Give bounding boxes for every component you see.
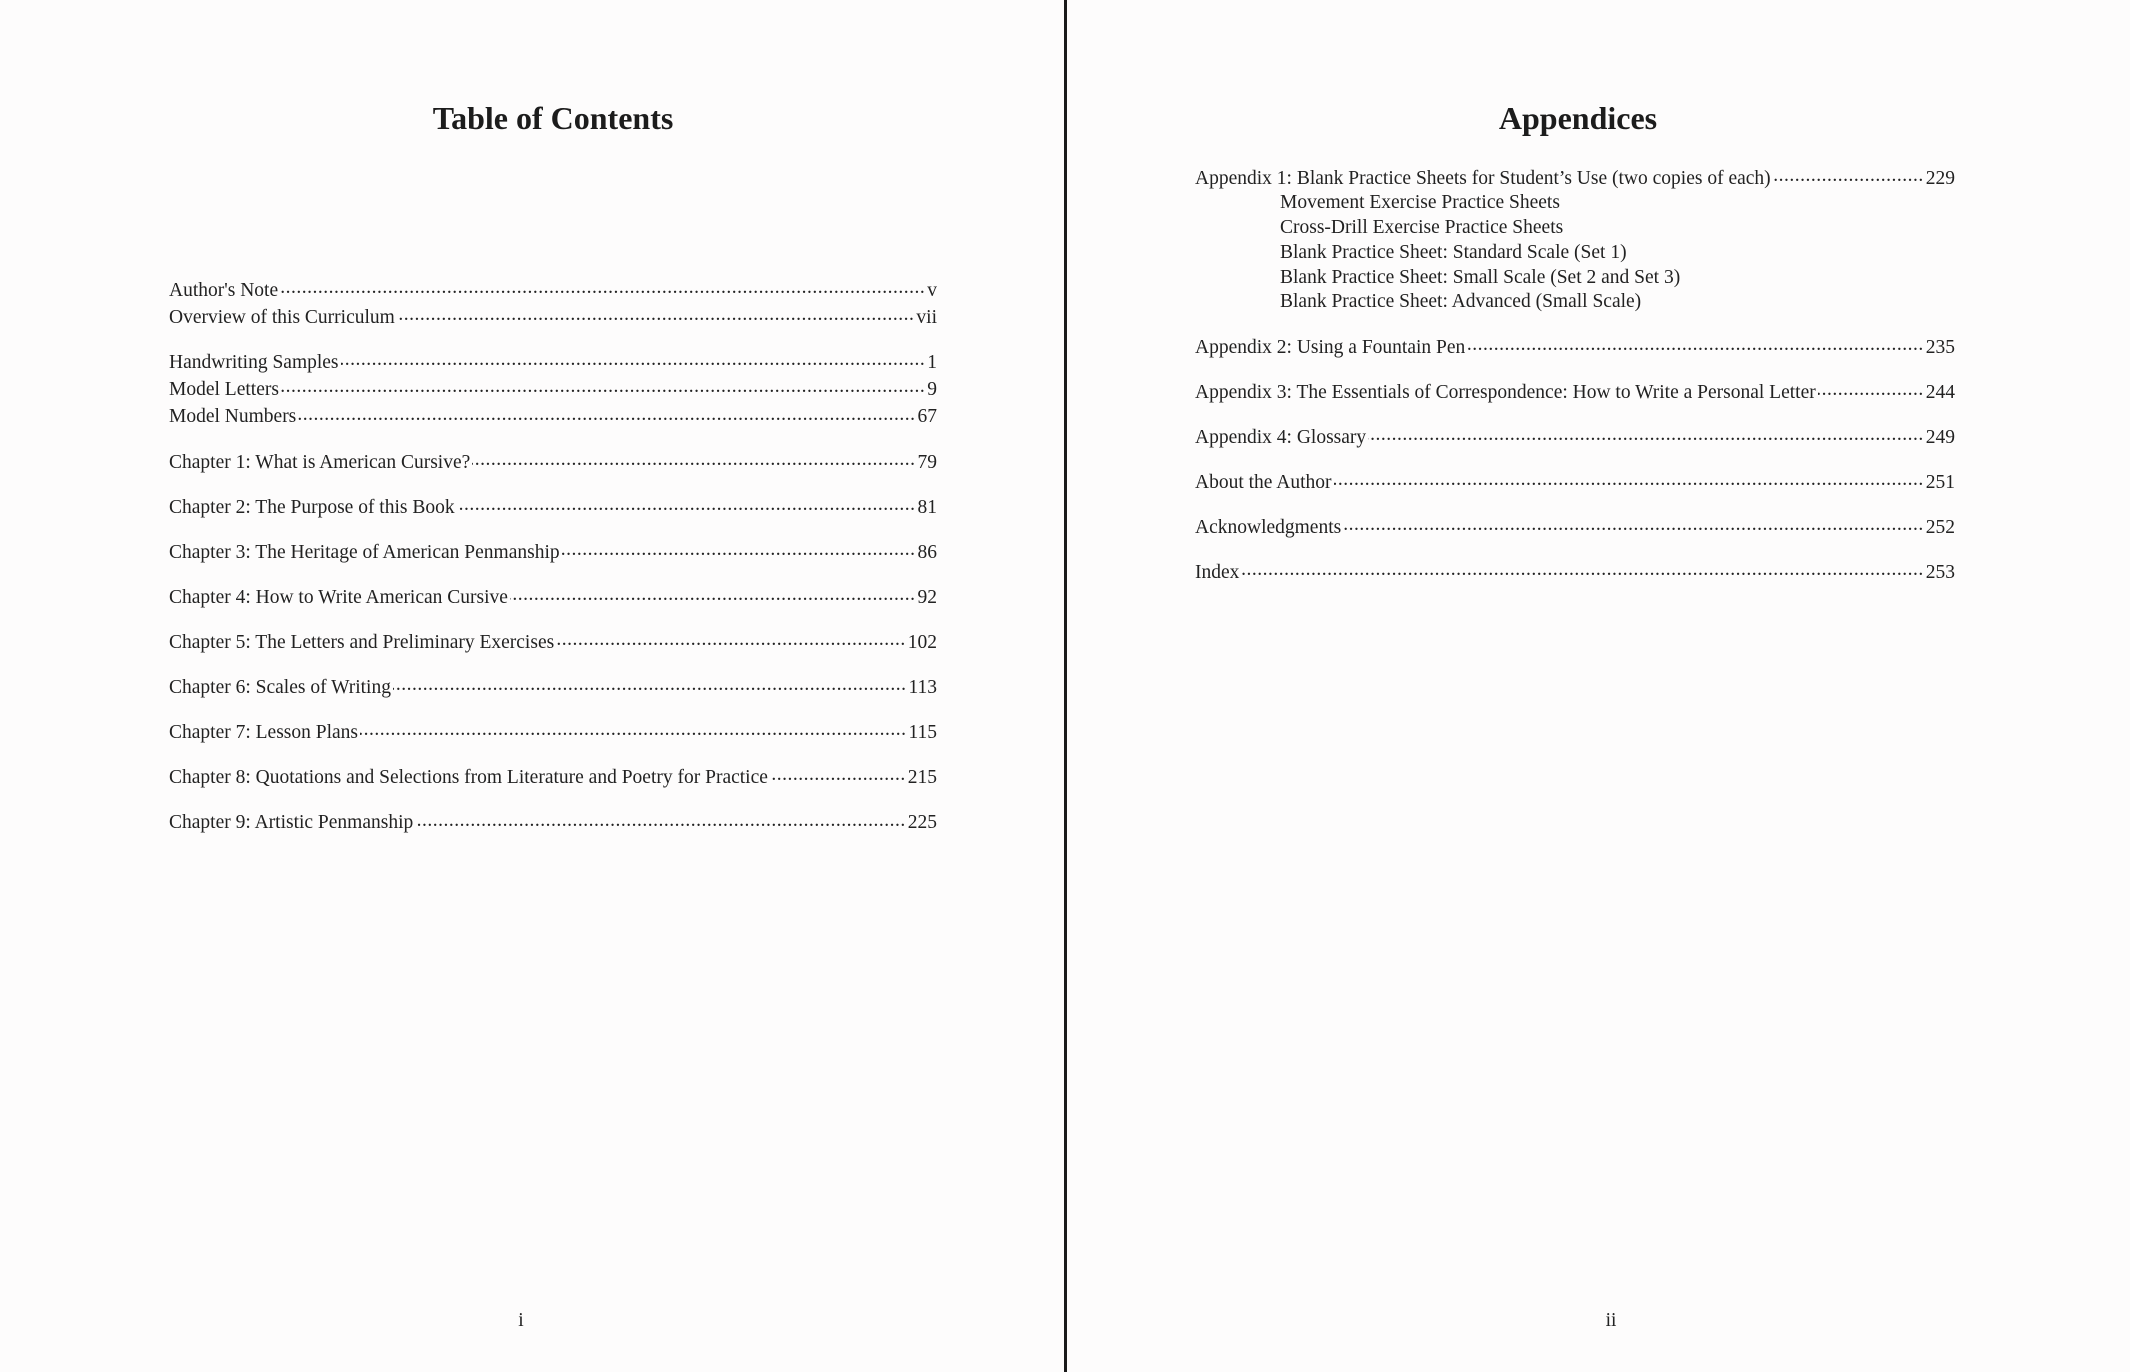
page-divider (1064, 0, 1067, 1372)
table-of-contents (169, 276, 937, 836)
toc-subitem[interactable]: Blank Practice Sheet: Small Scale (Set 2 and Set 3) (1280, 266, 1681, 288)
toc-entry-page: 249 (1925, 426, 1955, 448)
toc-entry[interactable] (169, 348, 937, 375)
toc-entry[interactable] (169, 628, 937, 655)
toc-entry-label: Chapter 3: The Heritage of American Penmanship (169, 541, 560, 563)
toc-entry[interactable] (1195, 378, 1955, 405)
toc-entry-label: About the Author (1195, 471, 1332, 493)
dot-leader (298, 403, 915, 423)
toc-entry-page: 102 (907, 631, 937, 653)
toc-entry[interactable] (1195, 333, 1955, 360)
toc-subitem[interactable]: Blank Practice Sheet: Standard Scale (Set 1) (1280, 241, 1627, 263)
toc-subitems (1195, 191, 1955, 315)
dot-leader (1241, 559, 1923, 579)
toc-entry-label: Chapter 1: What is American Cursive? (169, 451, 471, 473)
toc-entry-label: Appendix 1: Blank Practice Sheets for Student’s Use (two copies of each) (1195, 167, 1771, 189)
dot-leader (1467, 333, 1923, 353)
toc-entry-page: 1 (927, 351, 937, 373)
toc-entry-page: 115 (908, 722, 937, 744)
toc-entry[interactable] (169, 809, 937, 836)
toc-entry-label: Model Letters (169, 379, 279, 401)
dot-leader (457, 493, 916, 513)
toc-entry-label: Appendix 2: Using a Fountain Pen (1195, 336, 1466, 358)
toc-entry-label: Chapter 9: Artistic Penmanship (169, 812, 414, 834)
dot-leader (415, 809, 905, 829)
toc-entry-page: 113 (908, 677, 937, 699)
toc-entry[interactable] (169, 764, 937, 791)
toc-entry-page: 225 (907, 812, 937, 834)
toc-entry[interactable] (169, 448, 937, 475)
toc-entry-page: v (927, 279, 937, 301)
toc-entry[interactable] (1195, 164, 1955, 191)
toc-entry[interactable] (169, 376, 937, 403)
dot-leader (770, 764, 906, 784)
toc-subitem[interactable]: Blank Practice Sheet: Advanced (Small Scale) (1280, 291, 1642, 313)
toc-entry[interactable] (169, 538, 937, 565)
toc-entry-label: Appendix 3: The Essentials of Correspondence: How to Write a Personal Letter (1195, 381, 1816, 403)
toc-entry[interactable] (1195, 423, 1955, 450)
dot-leader (1818, 378, 1924, 398)
toc-entry-label: Author's Note (169, 279, 279, 301)
dot-leader (562, 538, 916, 558)
dot-leader (1343, 513, 1924, 533)
dot-leader (1773, 164, 1924, 184)
toc-entry-page: 81 (917, 496, 937, 518)
page-title: Appendices (1498, 100, 1658, 136)
toc-entry-label: Index (1195, 562, 1240, 584)
toc-entry-page: 253 (1925, 562, 1955, 584)
right-page (1068, 0, 2130, 1372)
toc-entry-page: 235 (1925, 336, 1955, 358)
toc-entry-label: Chapter 8: Quotations and Selections from Literature and Poetry for Practice (169, 767, 768, 789)
appendices-list (1195, 164, 1955, 586)
toc-entry[interactable] (169, 719, 937, 746)
toc-entry-label: Chapter 6: Scales of Writing (169, 677, 391, 699)
toc-entry[interactable] (169, 303, 937, 330)
toc-entry-label: Chapter 2: The Purpose of this Book (169, 496, 455, 518)
toc-entry[interactable] (169, 674, 937, 701)
dot-leader (510, 583, 916, 603)
toc-entry-label: Chapter 5: The Letters and Preliminary Exercises (169, 631, 555, 653)
toc-entry-page: 252 (1925, 516, 1955, 538)
toc-entry-label: Acknowledgments (1195, 516, 1342, 538)
toc-entry-label: Chapter 4: How to Write American Cursive (169, 586, 508, 608)
toc-entry-page: 229 (1925, 167, 1955, 189)
toc-entry[interactable] (169, 403, 937, 430)
dot-leader (280, 276, 925, 296)
toc-entry-label: Model Numbers (169, 406, 297, 428)
dot-leader (1334, 468, 1924, 488)
dot-leader (360, 719, 906, 739)
toc-entry[interactable] (1195, 468, 1955, 495)
toc-entry[interactable] (169, 583, 937, 610)
dot-leader (1368, 423, 1924, 443)
toc-entry[interactable] (169, 493, 937, 520)
toc-entry[interactable] (169, 276, 937, 303)
toc-entry-page: 215 (907, 767, 937, 789)
dot-leader (281, 376, 925, 396)
toc-entry-page: 251 (1925, 471, 1955, 493)
page-number: ii (1605, 1310, 1617, 1331)
toc-entry-page: 244 (1925, 381, 1955, 403)
toc-subitem[interactable]: Movement Exercise Practice Sheets (1280, 192, 1560, 214)
dot-leader (393, 674, 906, 694)
page-title: Table of Contents (432, 100, 674, 136)
page-number: i (518, 1310, 524, 1331)
toc-entry-page: 67 (917, 406, 937, 428)
toc-entry-page: 79 (917, 451, 937, 473)
toc-entry-page: 9 (927, 379, 937, 401)
dot-leader (472, 448, 915, 468)
toc-entry-label: Appendix 4: Glossary (1195, 426, 1367, 448)
toc-entry-page: 86 (917, 541, 937, 563)
toc-entry-page: 92 (917, 586, 937, 608)
toc-entry[interactable] (1195, 513, 1955, 540)
toc-subitem[interactable]: Cross-Drill Exercise Practice Sheets (1280, 217, 1564, 239)
dot-leader (556, 628, 906, 648)
dot-leader (341, 348, 926, 368)
toc-entry-label: Chapter 7: Lesson Plans (169, 722, 359, 744)
toc-entry-page: vii (916, 306, 937, 328)
toc-entry-label: Overview of this Curriculum (169, 306, 395, 328)
toc-entry-label: Handwriting Samples (169, 351, 339, 373)
dot-leader (397, 303, 915, 323)
toc-entry[interactable] (1195, 559, 1955, 586)
